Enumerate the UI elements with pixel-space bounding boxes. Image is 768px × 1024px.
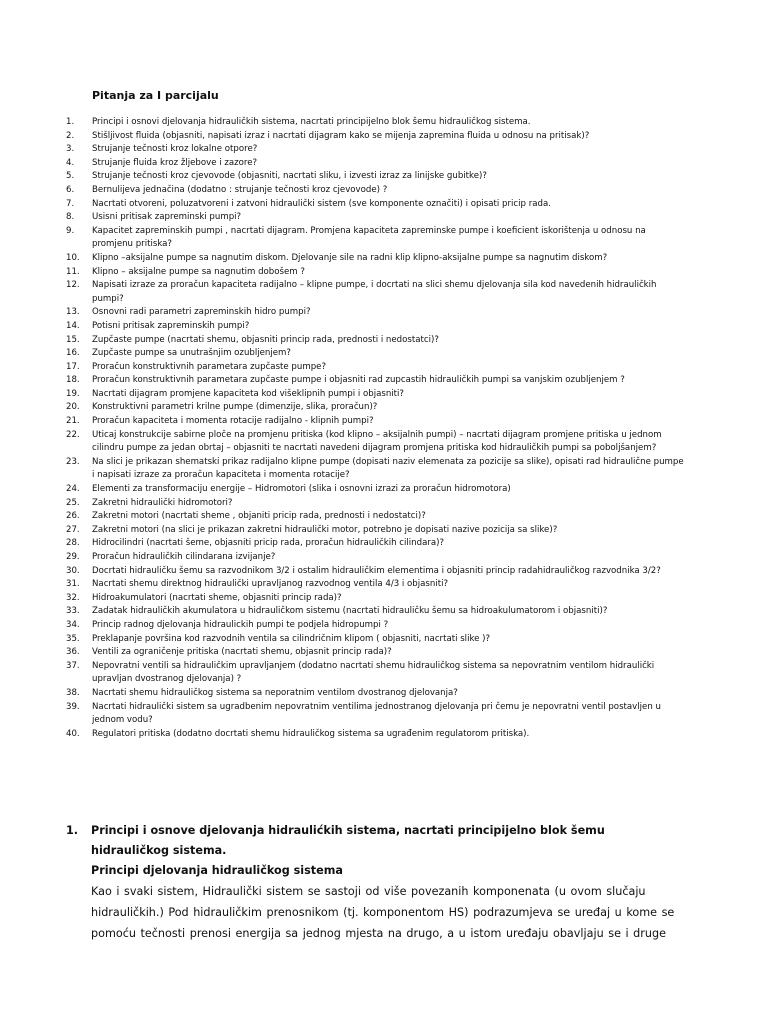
question-item <box>66 116 686 130</box>
question-item <box>66 483 686 497</box>
question-text: Klipno –aksijalne pumpe sa nagnutim diskom. Djelovanje sile na radni klip klipno-aksijalne pumpe sa nagnutim diskom? <box>92 252 608 263</box>
question-text: Zupčaste pumpe (nacrtati shemu, objasniti princip rada, prednosti i nedostatci)? <box>92 334 439 345</box>
question-text: Regulatori pritiska (dodatno docrtati shemu hidrauličkog sistema sa ugrađenim regulatorom pritiska). <box>92 728 530 739</box>
question-number: 23. <box>66 456 80 467</box>
question-text: Docrtati hidrauličku šemu sa razvodnikom 3/2 i ostalim hidrauličkim elementima i objasniti princip radahidrauličkog razvodnika 3/2? <box>92 565 661 576</box>
question-item <box>66 687 686 701</box>
question-item <box>66 184 686 198</box>
question-text: Zupčaste pumpe sa unutrašnjim ozubljenjem? <box>92 348 291 359</box>
question-number: 12. <box>66 280 80 291</box>
question-number: 22. <box>66 429 80 440</box>
question-number: 2. <box>66 130 75 141</box>
question-item <box>66 198 686 212</box>
question-number: 3. <box>66 144 75 155</box>
question-number: 7. <box>66 198 75 209</box>
question-item <box>66 157 686 171</box>
question-text: Konstruktivni parametri krilne pumpe (dimenzije, slika, proračun)? <box>92 402 378 413</box>
question-number: 36. <box>66 647 80 658</box>
question-text: Osnovni radi parametri zapreminskih hidro pumpi? <box>92 307 311 318</box>
question-text: Zakretni hidraulički hidromotori? <box>92 497 233 508</box>
section-subheading: Principi djelovanja hidrauličkog sistema <box>91 864 343 877</box>
question-number: 28. <box>66 538 80 549</box>
question-number: 8. <box>66 212 75 223</box>
question-item <box>66 170 686 184</box>
question-item <box>66 592 686 606</box>
question-number: 20. <box>66 402 80 413</box>
question-list <box>66 116 686 741</box>
question-item <box>66 347 686 361</box>
question-text: Hidrocilindri (nacrtati šeme, objasniti pricip rada, proračun hidrauličkih cilindara)? <box>92 538 445 549</box>
question-number: 9. <box>66 225 75 236</box>
question-item <box>66 130 686 144</box>
question-text: Proračun hidrauličkih cilindarana izvijanje? <box>92 552 276 562</box>
document-title: Pitanja za I parcijalu <box>92 89 219 102</box>
question-number: 31. <box>66 579 80 590</box>
question-number: 14. <box>66 320 80 331</box>
question-text: Nacrtati shemu hidrauličkog sistema sa neporatnim ventilom dvostranog djelovanja? <box>92 687 458 698</box>
question-item <box>66 537 686 551</box>
question-text: Na slici je prikazan shematski prikaz radijalno klipne pumpe (dopisati naziv elemenata za pozicije sa slike), opisati rad hidraulične pumpe i napisati izraze za proračun kapaciteta i momenta rotacije? <box>92 456 684 481</box>
question-number: 24. <box>66 484 80 495</box>
question-text: Klipno – aksijalne pumpe sa nagnutim dobošem ? <box>92 266 305 277</box>
question-number: 32. <box>66 592 80 603</box>
question-item <box>66 266 686 280</box>
question-text: Nacrtati shemu direktnog hidraulički upravljanog razvodnog ventila 4/3 i objasniti? <box>92 579 449 590</box>
question-item <box>66 660 686 687</box>
question-item <box>66 605 686 619</box>
question-number: 38. <box>66 687 80 698</box>
section-number: 1. <box>66 824 79 837</box>
question-item <box>66 415 686 429</box>
question-text: Potisni pritisak zapreminskih pumpi? <box>92 320 250 331</box>
question-text: Usisni pritisak zapreminski pumpi? <box>92 212 242 223</box>
section-paragraph: Kao i svaki sistem, Hidraulički sistem se sastoji od više povezanih komponenata (u ovom slučaju hidrauličkih.) Pod hidrauličkim prenosnikom (tj. komponentom HS) podrazumjeva se uređaj u kome se pomoću tečnosti prenosi energija sa jednog mjesta na drugo, a u istom uređaju obavljaju se i druge <box>91 885 675 940</box>
question-item <box>66 225 686 252</box>
question-number: 37. <box>66 660 80 671</box>
question-number: 25. <box>66 497 80 508</box>
question-number: 11. <box>66 266 80 277</box>
section-heading-row <box>66 821 686 861</box>
question-item <box>66 497 686 511</box>
question-text: Uticaj konstrukcije sabirne ploče na promjenu pritiska (kod klipno – aksijalnih pumpi) – nacrtati dijagram promjene pritiska u jednom cilindru pumpe za jedan obrtaj – objasniti te nacrtati navedeni dijagram promjena pritiska kod hidrauličkih pumpi sa poboljšanjem? <box>92 429 662 454</box>
question-item <box>66 361 686 375</box>
question-number: 13. <box>66 307 80 318</box>
question-text: Princip radnog djelovanja hidraulickih pumpi te podjela hidropumpi ? <box>92 619 389 630</box>
question-text: Nacrtati otvoreni, poluzatvoreni i zatvoni hidraulički sistem (sve komponente označiti) i opisati pricip rada. <box>92 198 551 209</box>
question-number: 1. <box>66 117 75 127</box>
question-number: 15. <box>66 334 80 345</box>
question-number: 40. <box>66 728 80 739</box>
question-item <box>66 701 686 728</box>
question-text: Zadatak hidrauličkih akumulatora u hidrauličkom sistemu (nacrtati hidrauličku šemu sa hidroakulumatorom i objasniti)? <box>92 606 608 617</box>
question-text: Nepovratni ventili sa hidrauličkim upravljanjem (dodatno nacrtati shemu hidrauličkog sistema sa nepovratnim ventilom hidraulički upravljan dvostranog djelovanja) ? <box>92 660 655 685</box>
question-text: Ventili za ograničenje pritiska (nacrtati shemu, objasnit princip rada)? <box>92 647 392 658</box>
question-text: Proračun konstruktivnih parametara zupčaste pumpe? <box>92 361 327 372</box>
question-number: 30. <box>66 565 80 576</box>
question-item <box>66 306 686 320</box>
question-number: 19. <box>66 388 80 399</box>
question-item <box>66 646 686 660</box>
question-text: Stišljivost fluida (objasniti, napisati izraz i nacrtati dijagram kako se mijenja zapremina fluida u odnosu na pritisak)? <box>92 130 590 141</box>
question-item <box>66 252 686 266</box>
question-item <box>66 401 686 415</box>
question-text: Proračun konstruktivnih parametara zupčaste pumpe i objasniti rad zupcastih hidrauličkih pumpi sa vanjskim ozubljenjem ? <box>92 375 625 386</box>
question-number: 16. <box>66 348 80 359</box>
question-number: 4. <box>66 157 75 168</box>
question-number: 5. <box>66 171 75 182</box>
question-text: Strujanje fluida kroz žljebove i zazore? <box>92 157 258 168</box>
question-number: 27. <box>66 524 80 535</box>
question-item <box>66 551 686 565</box>
question-number: 6. <box>66 184 75 195</box>
question-text: Strujanje tečnosti kroz cjevovode (objasniti, nacrtati sliku, i izvesti izraz za linijske gubitke)? <box>92 171 487 182</box>
question-item <box>66 211 686 225</box>
question-item <box>66 388 686 402</box>
question-number: 33. <box>66 606 80 617</box>
question-item <box>66 429 686 456</box>
question-item <box>66 374 686 388</box>
question-item <box>66 279 686 306</box>
question-text: Nacrtati dijagram promjene kapaciteta kod višeklipnih pumpi i objasniti? <box>92 388 404 399</box>
question-text: Proračun kapaciteta i momenta rotacije radijalno - klipnih pumpi? <box>92 416 374 427</box>
question-text: Zakretni motori (na slici je prikazan zakretni hidraulički motor, potrebno je dopisati nazive pozicija sa slike)? <box>92 524 558 535</box>
question-item <box>66 456 686 483</box>
question-number: 29. <box>66 552 80 562</box>
question-text: Strujanje tečnosti kroz lokalne otpore? <box>92 144 258 155</box>
question-number: 35. <box>66 633 80 644</box>
question-item <box>66 619 686 633</box>
question-number: 17. <box>66 361 80 372</box>
question-number: 34. <box>66 619 80 630</box>
question-item <box>66 565 686 579</box>
question-number: 18. <box>66 375 80 386</box>
section-heading: Principi i osnove djelovanja hidraulićkih sistema, nacrtati principijelno blok šemu hidrauličkog sistema. <box>91 824 605 857</box>
question-item <box>66 524 686 538</box>
question-text: Kapacitet zapreminskih pumpi , nacrtati dijagram. Promjena kapaciteta zapreminske pumpe i koeficient iskorištenja u odnosu na promjenu pritiska? <box>92 225 646 250</box>
question-number: 10. <box>66 252 80 263</box>
question-number: 39. <box>66 701 80 712</box>
question-item <box>66 728 686 742</box>
question-item <box>66 578 686 592</box>
question-text: Bernulijeva jednačina (dodatno : strujanje tečnosti kroz cjevovode) ? <box>92 184 388 195</box>
question-item <box>66 143 686 157</box>
question-text: Hidroakumulatori (nacrtati sheme, objasniti princip rada)? <box>92 592 342 603</box>
question-text: Principi i osnovi djelovanja hidrauličkih sistema, nacrtati principijelno blok šemu hidrauličkog sistema. <box>92 117 531 127</box>
question-text: Napisati izraze za proračun kapaciteta radijalno – klipne pumpe, i docrtati na slici shemu djelovanja sila kod navedenih hidrauličkih pumpi? <box>92 280 657 304</box>
question-item <box>66 633 686 647</box>
question-text: Nacrtati hidraulički sistem sa ugradbenim nepovratnim ventilima jednostranog djelovanja pri čemu je nepovratni ventil postavljen u jednom vodu? <box>92 701 661 726</box>
question-text: Elementi za transformaciju energije – Hidromotori (slika i osnovni izrazi za proračun hidromotora) <box>92 484 511 495</box>
question-text: Zakretni motori (nacrtati sheme , objaniti pricip rada, prednosti i nedostatci)? <box>92 511 426 522</box>
question-number: 21. <box>66 416 80 427</box>
question-item <box>66 334 686 348</box>
question-item <box>66 320 686 334</box>
question-text: Preklapanje površina kod razvodnih ventila sa cilindričnim klipom ( objasniti, nacrtati slike )? <box>92 633 491 644</box>
answer-section <box>66 821 686 944</box>
question-item <box>66 510 686 524</box>
question-number: 26. <box>66 511 80 522</box>
